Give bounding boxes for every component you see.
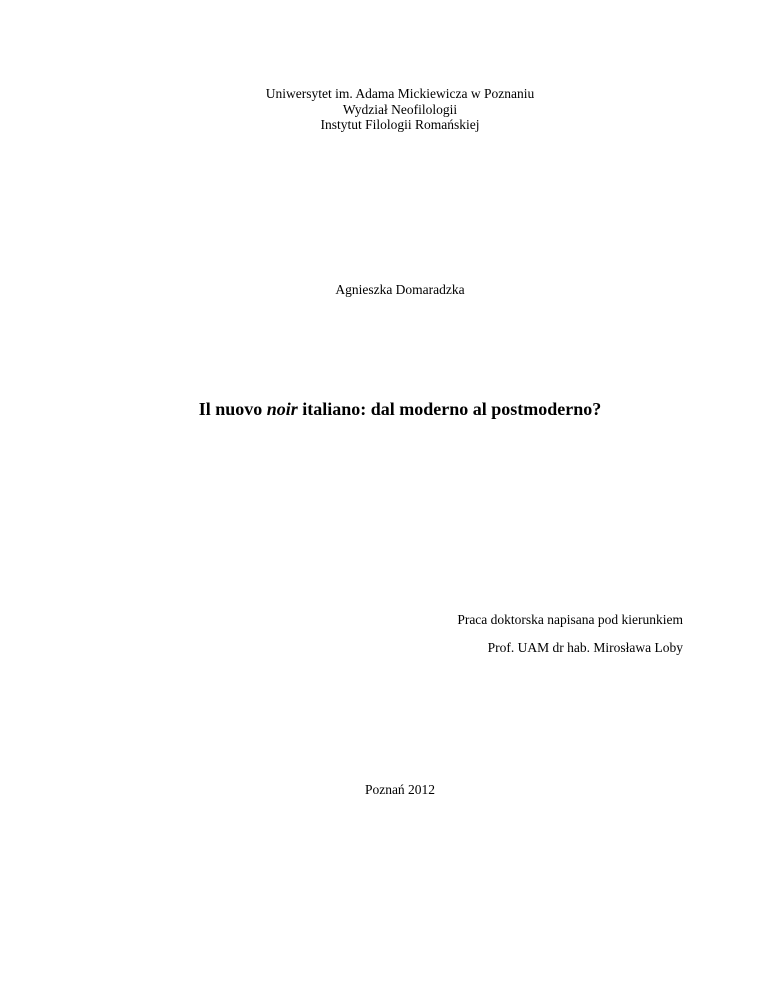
institution-block bbox=[0, 86, 768, 133]
thesis-title bbox=[0, 398, 768, 420]
title-part-after: italiano: dal moderno al postmoderno? bbox=[297, 399, 602, 419]
title-part-italic: noir bbox=[266, 399, 298, 419]
supervision-line: Praca doktorska napisana pod kierunkiem bbox=[457, 612, 683, 627]
faculty-name: Wydział Neofilologii bbox=[342, 101, 458, 117]
university-name: Uniwersytet im. Adama Mickiewicza w Poznaniu bbox=[265, 86, 535, 101]
supervisor-name: Prof. UAM dr hab. Mirosława Loby bbox=[487, 640, 683, 655]
author-name: Agnieszka Domaradzka bbox=[335, 282, 465, 297]
place-and-year: Poznań 2012 bbox=[364, 782, 436, 797]
institute-name: Instytut Filologii Romańskiej bbox=[320, 117, 480, 132]
supervision-block bbox=[457, 612, 683, 656]
title-part-before: Il nuovo bbox=[198, 399, 267, 419]
